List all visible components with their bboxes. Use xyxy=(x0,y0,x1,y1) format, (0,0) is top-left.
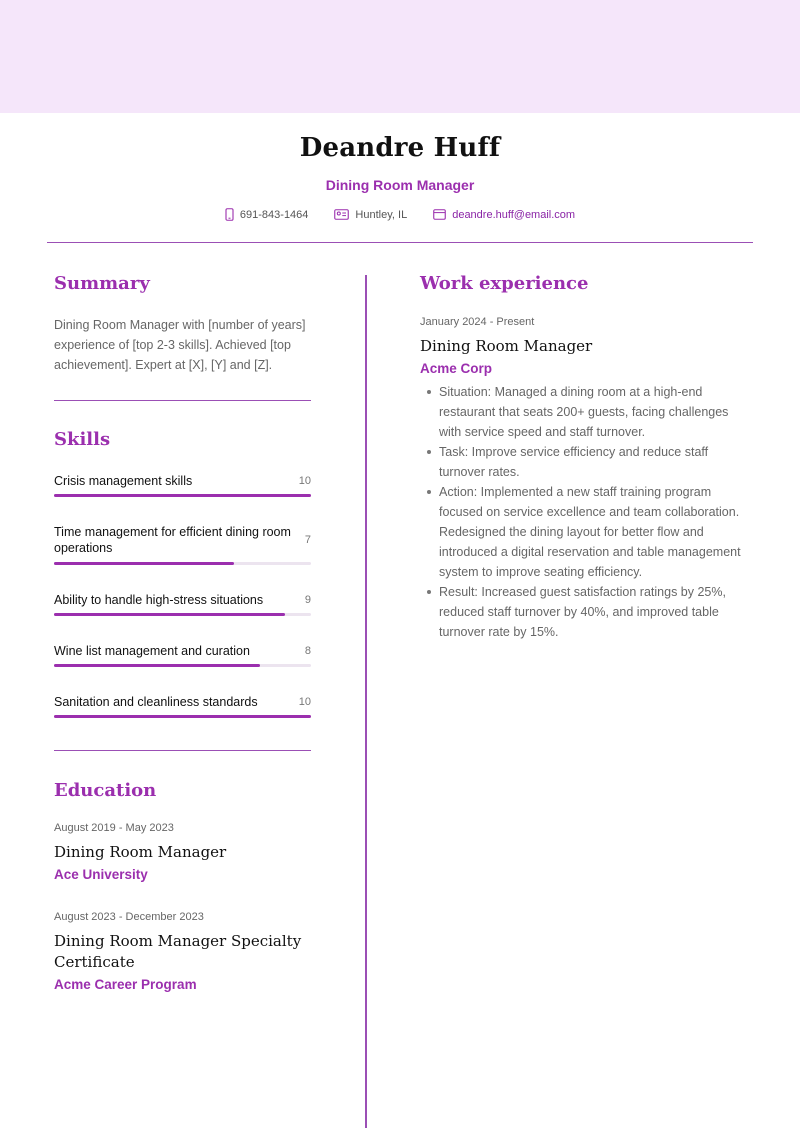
skill-bar xyxy=(54,494,311,497)
skill-name: Time management for efficient dining room operations xyxy=(54,525,291,555)
email-link[interactable]: deandre.huff@email.com xyxy=(452,208,576,221)
skills-title: Skills xyxy=(54,429,111,450)
skill-name: Sanitation and cleanliness standards xyxy=(54,695,258,709)
work-bullet: Result: Increased guest satisfaction ratings by 25%, reduced staff turnover by 40%, and improved table turnover rate by 15%. xyxy=(420,582,745,642)
skill-bar-fill xyxy=(54,562,234,565)
skill-bar-fill xyxy=(54,664,260,667)
education-school: Ace University xyxy=(54,867,148,882)
location-text: Huntley, IL xyxy=(355,208,408,221)
education-title: Education xyxy=(54,780,157,801)
phone-icon xyxy=(225,208,234,221)
skill-name: Wine list management and curation xyxy=(54,644,250,658)
skill-level: 10 xyxy=(298,475,311,487)
skills-divider xyxy=(54,750,311,751)
candidate-headline: Dining Room Manager xyxy=(325,177,475,193)
summary-title: Summary xyxy=(54,273,150,294)
phone-text: 691-843-1464 xyxy=(239,208,309,221)
header-band xyxy=(0,0,800,113)
skill-bar xyxy=(54,715,311,718)
column-divider xyxy=(365,275,367,1128)
skill-bar xyxy=(54,664,311,667)
work-title: Work experience xyxy=(420,273,589,294)
skill-name: Crisis management skills xyxy=(54,474,193,488)
skill-level: 9 xyxy=(304,594,311,606)
skill-bar xyxy=(54,613,311,616)
education-degree: Dining Room Manager Specialty Certificate xyxy=(54,932,302,971)
skill-name: Ability to handle high-stress situations xyxy=(54,593,264,607)
skill-bar-fill xyxy=(54,494,311,497)
work-bullet: Situation: Managed a dining room at a high-end restaurant that seats 200+ guests, facing challenges with service speed and staff turnover. xyxy=(420,382,745,442)
contact-location xyxy=(334,208,407,221)
mail-icon xyxy=(433,209,446,220)
contact-list xyxy=(0,208,800,221)
skill-level: 10 xyxy=(298,696,311,708)
education-date: August 2019 - May 2023 xyxy=(54,822,174,834)
skill-level: 7 xyxy=(304,534,311,546)
skill-item xyxy=(54,524,311,556)
education-item xyxy=(54,822,311,882)
education-item xyxy=(54,911,311,992)
skill-item xyxy=(54,643,311,659)
candidate-name: Deandre Huff xyxy=(299,133,501,163)
id-card-icon xyxy=(334,209,349,220)
skill-item xyxy=(54,694,311,710)
summary-divider xyxy=(54,400,311,401)
skill-bar-fill xyxy=(54,613,285,616)
education-degree: Dining Room Manager xyxy=(54,843,227,861)
skill-item xyxy=(54,473,311,489)
skill-item xyxy=(54,592,311,608)
summary-text: Dining Room Manager with [number of years] experience of [top 2-3 skills]. Achieved [top achievement]. Expert at [X], [Y] and [Z]. xyxy=(54,318,306,372)
work-role: Dining Room Manager xyxy=(420,337,593,355)
work-bullet: Action: Implemented a new staff training program focused on service excellence and team collaboration. Redesigned the dining layout for better flow and introduced a digital reservation and table management system to improve seating efficiency. xyxy=(420,482,745,582)
work-date: January 2024 - Present xyxy=(420,316,535,328)
work-bullet: Task: Improve service efficiency and reduce staff turnover rates. xyxy=(420,442,745,482)
contact-phone xyxy=(225,208,309,221)
skill-level: 8 xyxy=(304,645,311,657)
work-item xyxy=(420,316,745,642)
work-bullets xyxy=(420,382,745,642)
education-date: August 2023 - December 2023 xyxy=(54,911,204,923)
work-company: Acme Corp xyxy=(420,361,493,376)
skill-bar-fill xyxy=(54,715,311,718)
skill-bar xyxy=(54,562,311,565)
header-divider xyxy=(47,242,753,243)
education-school: Acme Career Program xyxy=(54,977,197,992)
contact-email[interactable] xyxy=(433,208,575,221)
